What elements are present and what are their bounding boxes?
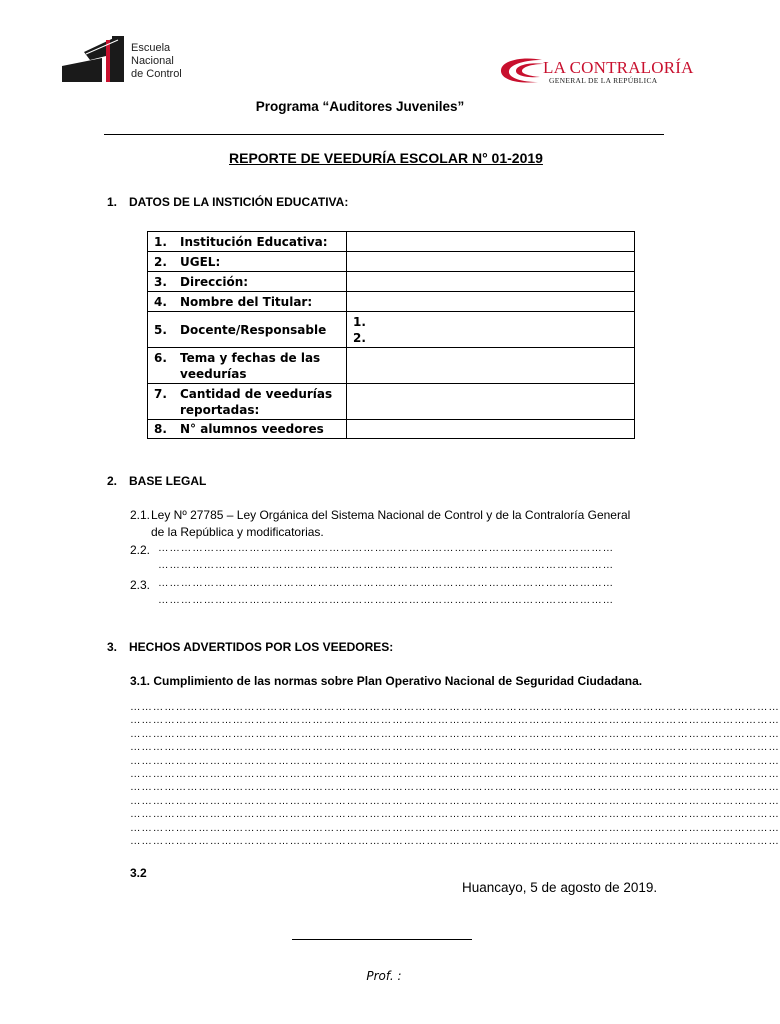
- legal-item-2-3[interactable]: [130, 577, 670, 607]
- section-3-title: HECHOS ADVERTIDOS POR LOS VEEDORES:: [129, 640, 394, 654]
- subsection-3-2-label: 3.2: [130, 866, 147, 880]
- table-row: [148, 348, 635, 384]
- section-1-number: 1.: [107, 195, 118, 209]
- contraloria-swoosh-icon: [498, 56, 548, 88]
- legal-item-line-1: Ley Nº 27785 – Ley Orgánica del Sistema Nacional de Control y de la Contraloría General: [151, 508, 631, 522]
- row-label: N° alumnos veedores: [180, 422, 324, 436]
- row-label: Institución Educativa:: [180, 234, 328, 249]
- row-number: 5.: [154, 322, 167, 337]
- observations-area[interactable]: [130, 701, 780, 848]
- section-2-number: 2.: [107, 474, 118, 488]
- subsection-3-1-title: 3.1. Cumplimiento de las normas sobre Plan Operativo Nacional de Seguridad Ciudadana.: [130, 674, 643, 688]
- dotted-line: ………………………………………………………………………………………………………………………………………………………: [130, 754, 780, 767]
- table-row: [148, 272, 635, 292]
- docente-2-label: 2.: [353, 330, 366, 345]
- direccion-field[interactable]: [347, 272, 635, 292]
- row-number: 2.: [154, 254, 167, 269]
- dotted-line: ………………………………………………………………………………………………………………………………………………………: [130, 714, 780, 727]
- report-title: REPORTE DE VEEDURÍA ESCOLAR N° 01-2019: [229, 150, 543, 166]
- prof-label: Prof. :: [366, 969, 402, 983]
- ugel-field[interactable]: [347, 252, 635, 272]
- row-label: Dirección:: [180, 274, 249, 289]
- dotted-line: ………………………………………………………………………………………………………………………………………………………: [130, 821, 780, 834]
- legal-item-2-1: [130, 507, 670, 541]
- legal-item-line-2: de la República y modificatorias.: [151, 525, 324, 539]
- signature-line[interactable]: [292, 939, 472, 940]
- numero-alumnos-field[interactable]: [347, 420, 635, 439]
- row-number: 4.: [154, 294, 167, 309]
- dotted-line: ………………………………………………………………………………………………………………………………………………………: [130, 835, 780, 848]
- row-label: Nombre del Titular:: [180, 294, 313, 309]
- dotted-line: …………………………………………………………………………………………………………: [158, 559, 614, 571]
- contraloria-logo-title: LA CONTRALORÍA: [543, 58, 694, 77]
- table-row: [148, 420, 635, 439]
- institucion-educativa-field[interactable]: [347, 232, 635, 252]
- logo-line-2: Nacional: [131, 55, 174, 67]
- header-divider: [104, 134, 664, 135]
- row-label: Docente/Responsable: [180, 322, 327, 337]
- dotted-line: ………………………………………………………………………………………………………………………………………………………: [130, 808, 780, 821]
- table-row: [148, 252, 635, 272]
- row-number: 3.: [154, 274, 167, 289]
- dotted-line: …………………………………………………………………………………………………………: [158, 577, 614, 589]
- row-number: 8.: [154, 422, 167, 436]
- row-label: UGEL:: [180, 254, 221, 269]
- row-number: 6.: [154, 350, 167, 365]
- section-2-title: BASE LEGAL: [129, 474, 207, 488]
- row-label-line-2: reportadas:: [180, 402, 260, 417]
- contraloria-logo-subtitle: GENERAL DE LA REPÚBLICA: [549, 76, 658, 85]
- dotted-line: …………………………………………………………………………………………………………: [158, 542, 614, 554]
- legal-item-number: 2.2.: [130, 543, 151, 557]
- dotted-line: ………………………………………………………………………………………………………………………………………………………: [130, 727, 780, 740]
- table-row: [148, 292, 635, 312]
- row-number: 7.: [154, 386, 167, 401]
- legal-item-number: 2.3.: [130, 578, 151, 592]
- dotted-line: …………………………………………………………………………………………………………: [158, 594, 614, 606]
- table-row: [148, 232, 635, 252]
- legal-item-number: 2.1.: [130, 508, 151, 522]
- institution-data-table: [147, 231, 635, 439]
- dotted-line: ………………………………………………………………………………………………………………………………………………………: [130, 781, 780, 794]
- table-row: [148, 312, 635, 348]
- section-3-heading: [107, 640, 393, 654]
- escuela-logo-text: [131, 42, 182, 81]
- docente-responsable-field[interactable]: [347, 312, 635, 348]
- row-label-line-1: Tema y fechas de las: [180, 350, 321, 365]
- cantidad-veedurias-field[interactable]: [347, 384, 635, 420]
- section-1-heading: [107, 195, 348, 209]
- table-row: [148, 384, 635, 420]
- dotted-line: ………………………………………………………………………………………………………………………………………………………: [130, 768, 780, 781]
- dotted-line: ………………………………………………………………………………………………………………………………………………………: [130, 794, 780, 807]
- city-date: Huancayo, 5 de agosto de 2019.: [462, 880, 658, 895]
- section-3-number: 3.: [107, 640, 118, 654]
- row-label-line-1: Cantidad de veedurías: [180, 386, 333, 401]
- section-2-heading: [107, 474, 206, 488]
- row-label-line-2: veedurías: [180, 366, 247, 381]
- logo-line-3: de Control: [131, 68, 182, 80]
- program-title: Programa “Auditores Juveniles”: [255, 99, 465, 114]
- tema-fechas-field[interactable]: [347, 348, 635, 384]
- docente-1-label: 1.: [353, 314, 366, 329]
- legal-item-2-2[interactable]: [130, 542, 670, 572]
- section-1-title: DATOS DE LA INSTICIÓN EDUCATIVA:: [129, 195, 349, 209]
- row-number: 1.: [154, 234, 167, 249]
- dotted-line: ………………………………………………………………………………………………………………………………………………………: [130, 701, 780, 713]
- logo-line-1: Escuela: [131, 42, 171, 54]
- nombre-titular-field[interactable]: [347, 292, 635, 312]
- dotted-line: ………………………………………………………………………………………………………………………………………………………: [130, 741, 780, 754]
